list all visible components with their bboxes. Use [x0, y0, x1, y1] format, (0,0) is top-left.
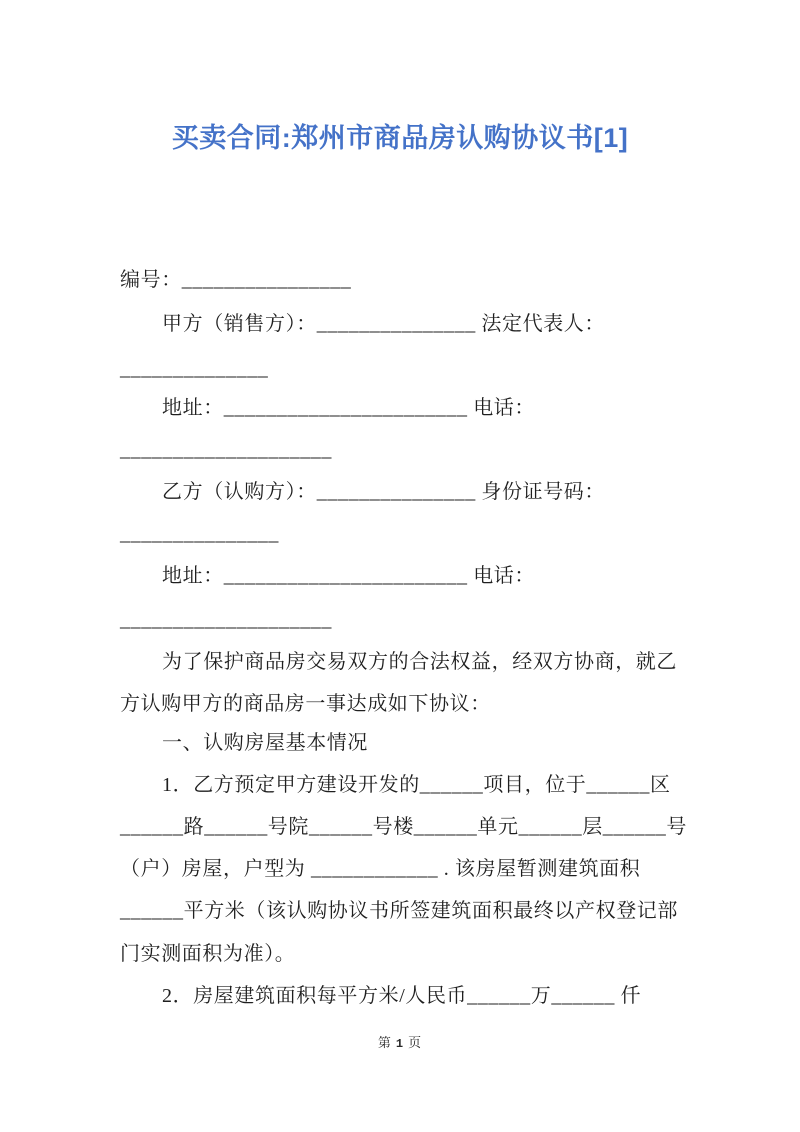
line-party-b: 乙方（认购方）：_______________ 身份证号码： [162, 481, 605, 503]
line-preamble-2: 方认购甲方的商品房一事达成如下协议： [120, 693, 491, 715]
line-clause-1-5: 门实测面积为准）。 [120, 943, 296, 965]
line-party-a-continuation-blank: ______________ [120, 358, 269, 380]
line-serial-number: 编号：________________ [120, 269, 352, 291]
footer-prefix: 第 [377, 1035, 392, 1050]
document-title: 买卖合同:郑州市商品房认购协议书[1] [171, 123, 629, 153]
line-party-b-address-continuation-blank: ____________________ [120, 609, 332, 631]
line-clause-1-1: 1．乙方预定甲方建设开发的______项目，位于______区 [162, 774, 671, 796]
line-party-b-continuation-blank: _______________ [120, 523, 279, 545]
line-party-b-address: 地址：_______________________ 电话： [162, 565, 535, 587]
line-section-1-heading: 一、认购房屋基本情况 [162, 732, 368, 754]
line-clause-1-3: （户）房屋，户型为 ____________ . 该房屋暂测建筑面积 [120, 858, 641, 880]
footer-suffix: 页 [408, 1035, 423, 1050]
line-party-a: 甲方（销售方）：_______________ 法定代表人： [162, 313, 605, 335]
line-clause-1-4: ______平方米（该认购协议书所签建筑面积最终以产权登记部 [120, 900, 678, 922]
footer-page-number: 1 [395, 1037, 405, 1051]
line-preamble-1: 为了保护商品房交易双方的合法权益，经双方协商，就乙 [162, 651, 677, 673]
line-party-a-address-continuation-blank: ____________________ [120, 439, 332, 461]
line-clause-1-2: ______路______号院______号楼______单元______层______号 [120, 816, 687, 838]
line-clause-2-1: 2．房屋建筑面积每平方米/人民币______万______ 仟 [162, 985, 642, 1007]
page-number-footer [0, 1032, 800, 1051]
line-party-a-address: 地址：_______________________ 电话： [162, 397, 535, 419]
